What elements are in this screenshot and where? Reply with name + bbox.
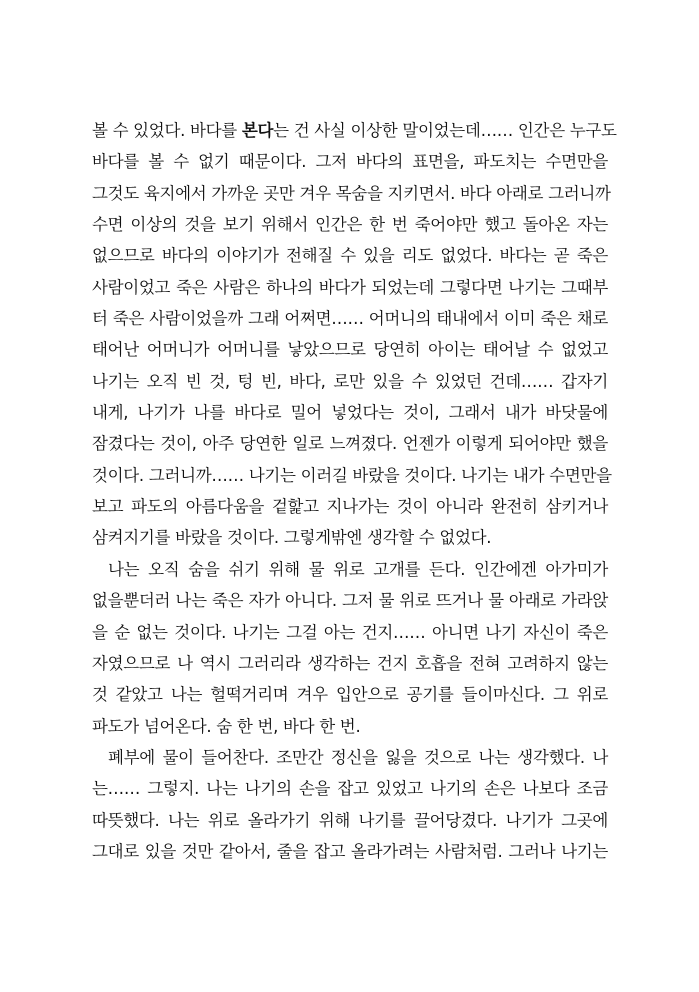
paragraph-start-line: 나는 오직 숨을 쉬기 위해 물 위로 고개를 든다. 인간에겐 아가미가 xyxy=(108,559,608,579)
text-line: 바다를 볼 수 없기 때문이다. 그저 바다의 표면을, 파도치는 수면만을 xyxy=(92,152,608,172)
text-segment: 볼 수 있었다. 바다를 xyxy=(92,121,242,140)
paragraph-start-line: 폐부에 물이 들어찬다. 조만간 정신을 잃을 것으로 나는 생각했다. 나 xyxy=(108,747,608,767)
text-line: 터 죽은 사람이었을까 그래 어쩌면…… 어머니의 태내에서 이미 죽은 채로 xyxy=(92,309,608,329)
text-line: 는…… 그렇지. 나는 나기의 손을 잡고 있었고 나기의 손은 나보다 조금 xyxy=(92,779,608,799)
text-line: 없으므로 바다의 이야기가 전해질 수 있을 리도 없었다. 바다는 곧 죽은 xyxy=(92,246,608,266)
text-line: 나기는 오직 빈 것, 텅 빈, 바다, 로만 있을 수 있었던 건데…… 갑자기 xyxy=(92,371,608,391)
text-line: 태어난 어머니가 어머니를 낳았으므로 당연히 아이는 태어날 수 없었고 xyxy=(92,340,608,360)
text-line: 없을뿐더러 나는 죽은 자가 아니다. 그저 물 위로 뜨거나 물 아래로 가라앉 xyxy=(92,591,608,611)
text-line: 사람이었고 죽은 사람은 하나의 바다가 되었는데 그렇다면 나기는 그때부 xyxy=(92,277,608,297)
text-line: 것이다. 그러니까…… 나기는 이러길 바랐을 것이다. 나기는 내가 수면만을 xyxy=(92,465,612,485)
text-line: 따뜻했다. 나는 위로 올라가기 위해 나기를 끌어당겼다. 나기가 그곳에 xyxy=(92,810,608,830)
text-line: 수면 이상의 것을 보기 위해서 인간은 한 번 죽어야만 했고 돌아온 자는 xyxy=(92,215,608,235)
text-line: 을 순 없는 것이다. 나기는 그걸 아는 건지…… 아니면 나기 자신이 죽은 xyxy=(92,622,608,642)
paragraph-end-line: 삼켜지기를 바랐을 것이다. 그렇게밖엔 생각할 수 없었다. xyxy=(92,528,492,548)
text-line: 내게, 나기가 나를 바다로 밀어 넣었다는 것이, 그래서 내가 바닷물에 xyxy=(92,403,608,423)
text-line: 잠겼다는 것이, 아주 당연한 일로 느껴졌다. 언젠가 이렇게 되어야만 했을 xyxy=(92,434,608,454)
text-line: 그대로 있을 것만 같아서, 줄을 잡고 올라가려는 사람처럼. 그러나 나기는 xyxy=(92,841,608,861)
text-line: 자였으므로 나 역시 그러리라 생각하는 건지 호흡을 전혀 고려하지 않는 xyxy=(92,653,608,673)
text-segment: 는 건 사실 이상한 말이었는데…… 인간은 누구도 xyxy=(273,121,617,140)
paragraph-end-line: 파도가 넘어온다. 숨 한 번, 바다 한 번. xyxy=(92,716,361,736)
text-line: 것 같았고 나는 헐떡거리며 겨우 입안으로 공기를 들이마신다. 그 위로 xyxy=(92,685,608,705)
text-line: 그것도 육지에서 가까운 곳만 겨우 목숨을 지키면서. 바다 아래로 그러니까 xyxy=(92,183,611,203)
text-line xyxy=(92,115,617,146)
document-page xyxy=(92,115,617,867)
text-line: 보고 파도의 아름다움을 겉핥고 지나가는 것이 아니라 완전히 삼키거나 xyxy=(92,497,608,517)
emphasized-text: 본다 xyxy=(241,121,274,140)
